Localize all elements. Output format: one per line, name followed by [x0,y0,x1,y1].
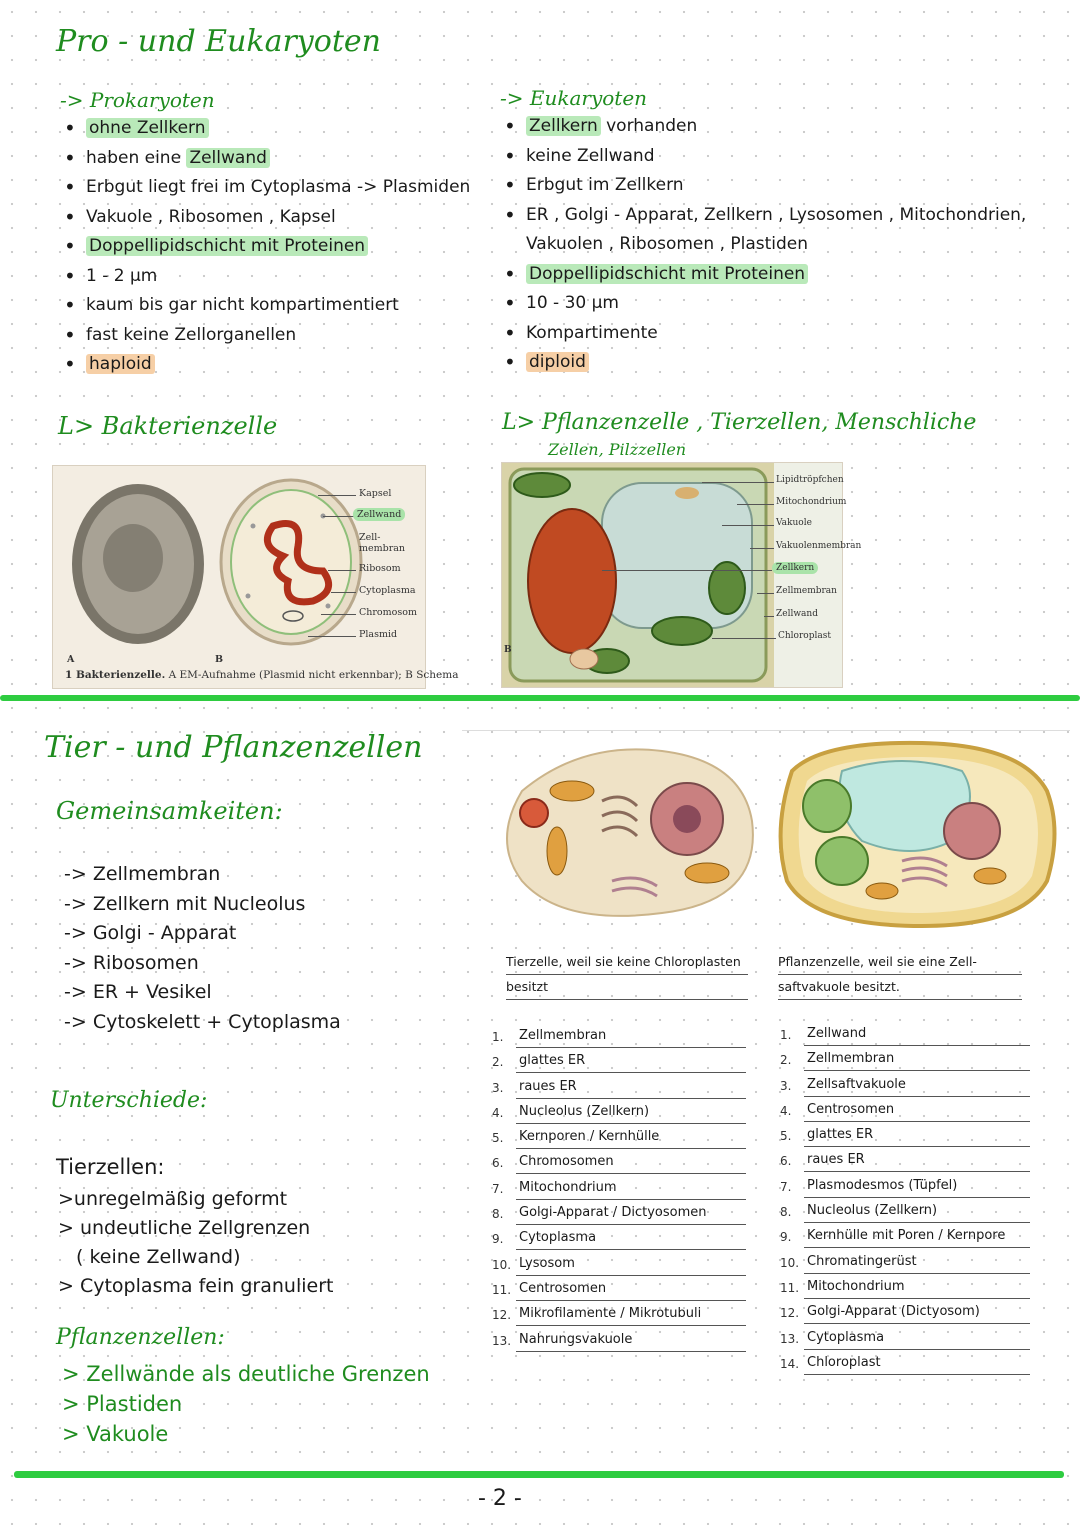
organelle-item [492,1127,746,1152]
bullet-item [60,203,480,233]
label-kapsel: Kapsel [359,488,392,499]
leader-line [331,592,356,593]
bullet-item [60,114,480,144]
plant-caption-line-1: Pflanzenzelle, weil sie eine Zell- [778,950,1022,975]
organelle-name: Zellmembran [804,1051,1030,1071]
organelle-item [492,1077,746,1102]
organelle-name: Mikrofilamente / Mikrotubuli [516,1306,746,1326]
organelle-name: Cytoplasma [804,1330,1030,1350]
highlighted-text: haploid [86,354,155,374]
gemeinsamkeit-item: -> Zellmembran [64,863,221,885]
label-vakuole: Vakuole [776,518,812,528]
organelle-item [780,1328,1030,1353]
organelle-item [780,1100,1030,1125]
prokaryoten-heading: -> Prokaryoten [60,88,215,112]
bullet-text: kaum bis gar nicht kompartimentiert [86,295,399,315]
organelle-name: Mitochondrium [516,1180,746,1200]
highlighted-text: Zellwand [186,148,269,168]
organelle-item [492,1254,746,1279]
bullet-item [500,201,1060,231]
bullet-item [500,171,1060,201]
leader-line [328,570,356,571]
bullet-item [60,291,480,321]
bullet-text: Vakuole , Ribosomen , Kapsel [86,206,336,227]
organelle-name: raues ER [516,1079,746,1099]
bullet-item [500,142,1060,172]
organelle-item [780,1226,1030,1251]
item-number: 1. [492,1030,504,1044]
plant-cell-figure [501,462,862,688]
leader-line [764,616,774,617]
organelle-item [780,1075,1030,1100]
pflanzenzellen-heading: Pflanzenzellen: [56,1325,225,1350]
gemeinsamkeit-item: -> ER + Vesikel [64,981,212,1003]
item-number: 5. [780,1129,792,1144]
label-zellmembran-1: Zell- [359,532,381,543]
pflanzenzelle-heading: L> Pflanzenzelle , Tierzellen, Menschliche [502,410,977,435]
organelle-name: Nahrungsvakuole [516,1332,746,1352]
leader-line [321,614,356,615]
organelle-name: Zellmembran [516,1028,746,1048]
pflanzenzelle-heading-2: Zellen, Pilzzellen [548,440,687,459]
leader-line [308,636,356,637]
bullet-text: haben eine [86,147,187,168]
item-number: 11. [492,1282,512,1297]
item-number: 3. [492,1080,504,1095]
panel-b-label-plant: B [504,645,512,655]
bullet-text: Vakuolen , Ribosomen , Plastiden [526,234,809,254]
label-chloroplast: Chloroplast [778,631,831,641]
bullet-item [500,112,1060,142]
cell-diagrams [462,730,1070,941]
tierzellen-item: > undeutliche Zellgrenzen [58,1217,311,1239]
page-title-bottom: Tier - und Pflanzenzellen [44,730,423,765]
page-title-top: Pro - und Eukaryoten [56,24,381,59]
organelle-name: glattes ER [516,1053,746,1073]
gemeinsamkeit-item: -> Golgi - Apparat [64,922,237,944]
organelle-name: Cytoplasma [516,1230,746,1250]
bacteria-caption [65,669,459,681]
gemeinsamkeiten-heading: Gemeinsamkeiten: [56,797,283,825]
animal-caption-line-1: Tierzelle, weil sie keine Chloroplasten [506,950,748,975]
label-zellmembran-2: membran [359,543,406,554]
bakterienzelle-heading: L> Bakterienzelle [58,412,278,440]
page-number: - 2 - [478,1486,522,1511]
organelle-item [492,1102,746,1127]
caption-rest: A EM-Aufnahme (Plasmid nicht erkennbar); B Schema [165,669,459,681]
highlighted-text: Doppellipidschicht mit Proteinen [86,236,368,256]
organelle-name: Chromosomen [516,1154,746,1174]
item-number: 8. [780,1205,792,1220]
label-ribosom: Ribosom [359,563,401,574]
organelle-item [492,1279,746,1304]
label-zellkern: Zellkern [772,562,818,574]
tierzellen-item: >unregelmäßig geformt [58,1188,288,1210]
organelle-name: Chromatingerüst [804,1254,1030,1274]
leader-line [737,504,774,505]
organelle-name: Zellwand [804,1026,1030,1046]
bullet-text: 10 - 30 µm [526,293,619,313]
label-vakuolenmembran: Vakuolenmembran [776,541,862,551]
section-divider-top [0,695,1080,701]
item-number: 12. [492,1308,512,1323]
organelle-item [780,1176,1030,1201]
bullet-text: keine Zellwand [526,145,655,166]
gemeinsamkeit-item: -> Ribosomen [64,951,199,974]
item-number: 6. [780,1154,792,1169]
label-lipidtroepfchen: Lipidtröpfchen [776,475,844,485]
organelle-name: Kernhülle mit Poren / Kernpore [804,1228,1030,1248]
organelle-name: Zellsaftvakuole [804,1077,1030,1097]
label-chromosom: Chromosom [359,607,417,618]
bullet-text: Erbgut liegt frei im Cytoplasma -> Plasmiden [86,177,471,197]
organelle-item [492,1330,746,1355]
panel-a-label: A [67,654,75,665]
item-number: 4. [492,1105,504,1120]
item-number: 5. [492,1131,504,1146]
leader-line [702,482,774,483]
bullet-text: Erbgut im Zellkern [526,175,684,195]
leader-line [323,516,356,517]
prokaryoten-section [60,88,480,380]
organelle-item [780,1252,1030,1277]
section-divider-bottom [14,1471,1064,1478]
bullet-item [60,232,480,262]
unterschiede-heading: Unterschiede: [50,1088,208,1113]
organelle-name: Mitochondrium [804,1279,1030,1299]
pflanzenzellen-item: > Zellwände als deutliche Grenzen [62,1362,430,1386]
bacteria-figure [52,465,459,689]
organelle-item [492,1178,746,1203]
pflanzenzellen-item: > Plastiden [62,1392,183,1416]
bullet-item [500,319,1060,349]
organelle-name: Lysosom [516,1256,746,1276]
tierzellen-item: ( keine Zellwand) [76,1246,241,1268]
label-mitochondrium: Mitochondrium [776,497,847,507]
caption-bold: 1 Bakterienzelle. [65,669,166,681]
bullet-item [60,321,480,351]
organelle-name: Centrosomen [516,1281,746,1301]
bullet-item [500,289,1060,319]
item-number: 11. [780,1280,800,1295]
animal-caption-line-2: besitzt [506,975,748,1000]
organelle-item [780,1353,1030,1378]
leader-line [318,495,356,496]
bullet-text: 1 - 2 µm [86,265,158,286]
organelle-name: Golgi-Apparat / Dictyosomen [516,1205,746,1225]
item-number: 2. [780,1053,792,1068]
item-number: 1. [780,1028,792,1042]
eukaryoten-list [500,112,1060,378]
bullet-item [500,348,1060,378]
item-number: 2. [492,1055,504,1070]
pflanzenzellen-list [62,1359,430,1449]
label-zellwand-plant: Zellwand [776,609,818,619]
highlighted-text: diploid [526,352,589,372]
leader-line [602,570,772,571]
organelle-name: Golgi-Apparat (Dictyosom) [804,1304,1030,1324]
leader-line [722,525,774,526]
item-number: 13. [780,1331,800,1346]
organelle-item [492,1203,746,1228]
label-cytoplasma: Cytoplasma [359,585,416,596]
plant-organelle-list [780,1024,1030,1378]
bullet-item [60,262,480,292]
organelle-item [780,1201,1030,1226]
animal-organelle-list [492,1026,746,1355]
bullet-text: vorhanden [600,116,698,136]
gemeinsamkeiten-list [64,860,341,1037]
item-number: 10. [780,1255,800,1270]
organelle-name: glattes ER [804,1127,1030,1147]
bullet-item [60,173,480,203]
organelle-item [780,1302,1030,1327]
organelle-name: Nucleolus (Zellkern) [516,1104,746,1124]
plant-caption-line-2: saftvakuole besitzt. [778,975,1022,1000]
item-number: 7. [780,1179,792,1194]
organelle-item [492,1228,746,1253]
bullet-item [500,260,1060,290]
bullet-text: Kompartimente [526,322,658,343]
leader-line [757,593,774,594]
gemeinsamkeit-item: -> Cytoskelett + Cytoplasma [64,1010,341,1033]
eukaryoten-heading: -> Eukaryoten [500,86,648,110]
gemeinsamkeit-item: -> Zellkern mit Nucleolus [64,892,306,915]
organelle-item [780,1049,1030,1074]
bullet-text: ER , Golgi - Apparat, Zellkern , Lysosomen , Mitochondrien, [526,204,1027,225]
bullet-text: fast keine Zellorganellen [86,324,297,345]
organelle-name: Chloroplast [804,1355,1030,1375]
item-number: 7. [492,1181,504,1196]
organelle-name: raues ER [804,1152,1030,1172]
organelle-name: Plasmodesmos (Tüpfel) [804,1178,1030,1198]
organelle-item [780,1150,1030,1175]
organelle-item [492,1051,746,1076]
organelle-name: Nucleolus (Zellkern) [804,1203,1030,1223]
animal-cell-caption [506,950,748,1000]
prokaryoten-list [60,114,480,380]
label-plasmid: Plasmid [359,629,398,640]
organelle-item [780,1024,1030,1049]
item-number: 9. [492,1232,504,1247]
item-number: 4. [780,1103,792,1118]
item-number: 8. [492,1207,504,1222]
leader-line [750,548,774,549]
label-zellwand: Zellwand [353,508,405,521]
item-number: 6. [492,1156,504,1171]
bullet-item [60,350,480,380]
tierzellen-heading: Tierzellen: [56,1155,165,1179]
tierzellen-list [58,1185,333,1301]
highlighted-text: ohne Zellkern [86,118,209,138]
organelle-item [492,1304,746,1329]
cells-illustration [462,731,1070,941]
item-number: 13. [492,1333,512,1348]
item-number: 14. [780,1356,800,1371]
organelle-item [492,1026,746,1051]
eukaryoten-section [500,86,1060,378]
bullet-item [60,144,480,174]
tierzellen-item: > Cytoplasma fein granuliert [58,1275,334,1297]
panel-b-label: B [215,654,224,665]
leader-line [712,638,776,639]
bullet-item [500,230,1060,260]
item-number: 9. [780,1230,792,1245]
organelle-item [780,1277,1030,1302]
plant-cell-caption [778,950,1022,1000]
item-number: 12. [780,1306,800,1321]
item-number: 10. [492,1257,512,1272]
organelle-name: Centrosomen [804,1102,1030,1122]
item-number: 3. [780,1078,792,1093]
pflanzenzellen-item: > Vakuole [62,1422,169,1446]
organelle-item [780,1125,1030,1150]
organelle-name: Kernporen / Kernhülle [516,1129,746,1149]
bacteria-illustration [53,466,425,688]
highlighted-text: Zellkern [526,116,601,136]
highlighted-text: Doppellipidschicht mit Proteinen [526,264,808,284]
label-zellmembran: Zellmembran [776,586,837,596]
organelle-item [492,1152,746,1177]
